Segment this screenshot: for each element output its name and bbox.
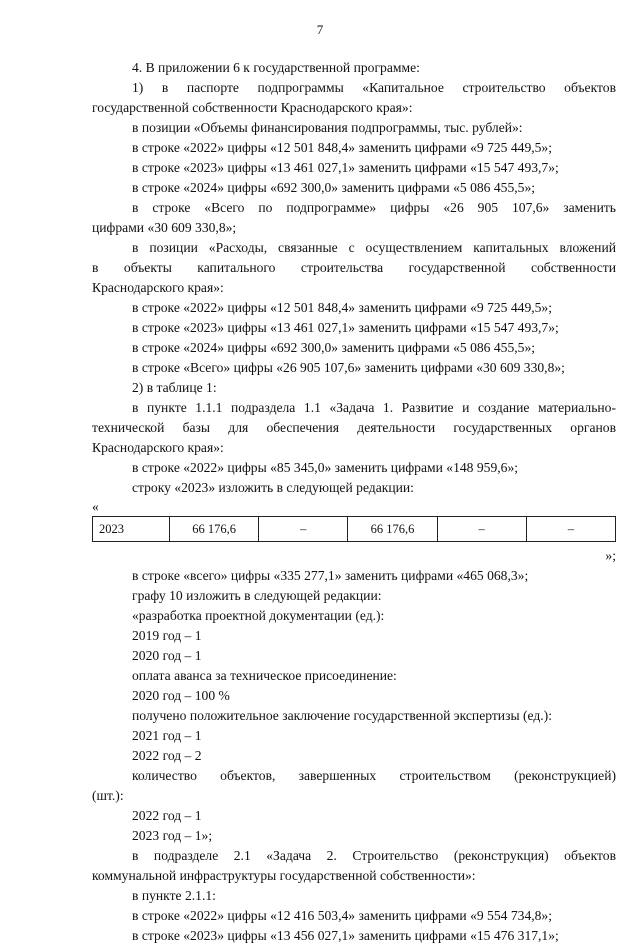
funding-position: в позиции «Объемы финансирования подпрограммы, тыс. рублей»: (132, 120, 523, 135)
design-2019: 2019 год – 1 (132, 628, 202, 643)
table-1-heading: 2) в таблице 1: (132, 380, 217, 395)
document-body (92, 58, 616, 946)
expenses-2023: в строке «2023» цифры «13 461 027,1» заменить цифрами «15 547 493,7»; (132, 320, 559, 335)
subprogram-passport-line-2: государственной собственности Краснодарского края»: (92, 100, 413, 115)
table-row (93, 517, 616, 542)
item-2-1-1-2022: в строке «2022» цифры «12 416 503,4» заменить цифрами «9 554 734,8»; (132, 908, 553, 923)
item-2022-change: в строке «2022» цифры «85 345,0» заменить цифрами «148 959,6»; (132, 460, 519, 475)
funding-2023: в строке «2023» цифры «13 461 027,1» заменить цифрами «15 547 493,7»; (132, 160, 559, 175)
page-number: 7 (316, 22, 324, 37)
cell-year: 2023 (93, 517, 170, 542)
expertise: получено положительное заключение государственной экспертизы (ед.): (132, 708, 552, 723)
completed-objects-line-1: количество объектов, завершенных строительством (реконструкцией) (132, 768, 616, 783)
expertise-2021: 2021 год – 1 (132, 728, 202, 743)
capital-expenses-line-3: Краснодарского края»: (92, 280, 224, 295)
capital-expenses-line-1: в позиции «Расходы, связанные с осуществлением капитальных вложений (132, 240, 616, 255)
expenses-2024: в строке «2024» цифры «692 300,0» заменить цифрами «5 086 455,5»; (132, 340, 536, 355)
completed-objects-line-2: (шт.): (92, 788, 124, 803)
row-2023-intro: строку «2023» изложить в следующей редакции: (132, 480, 414, 495)
closing-quote: »; (605, 548, 616, 563)
expenses-2022: в строке «2022» цифры «12 501 848,4» заменить цифрами «9 725 449,5»; (132, 300, 553, 315)
advance-payment: оплата аванса за техническое присоединение: (132, 668, 397, 683)
total-change: в строке «всего» цифры «335 277,1» заменить цифрами «465 068,3»; (132, 568, 529, 583)
funding-2022: в строке «2022» цифры «12 501 848,4» заменить цифрами «9 725 449,5»; (132, 140, 553, 155)
cell-federal: – (259, 517, 348, 542)
funding-total-line-1: в строке «Всего по подпрограмме» цифры «26 905 107,6» заменить (132, 200, 616, 215)
row-2023-table (92, 516, 616, 542)
column-10-intro: графу 10 изложить в следующей редакции: (132, 588, 382, 603)
completed-2023: 2023 год – 1»; (132, 828, 213, 843)
advance-2020: 2020 год – 100 % (132, 688, 230, 703)
cell-other: – (526, 517, 615, 542)
funding-2024: в строке «2024» цифры «692 300,0» заменить цифрами «5 086 455,5»; (132, 180, 536, 195)
paragraph-4: 4. В приложении 6 к государственной программе: (132, 60, 420, 75)
design-2020: 2020 год – 1 (132, 648, 202, 663)
subprogram-passport-line-1: 1) в паспорте подпрограммы «Капитальное строительство объектов (132, 80, 616, 95)
expertise-2022: 2022 год – 2 (132, 748, 202, 763)
design-docs: «разработка проектной документации (ед.): (132, 608, 385, 623)
item-2-1-1: в пункте 2.1.1: (132, 888, 216, 903)
completed-2022: 2022 год – 1 (132, 808, 202, 823)
cell-total: 66 176,6 (170, 517, 259, 542)
cell-regional: 66 176,6 (348, 517, 437, 542)
opening-quote: « (92, 499, 99, 514)
capital-expenses-line-2: в объекты капитального строительства государственной собственности (92, 260, 616, 275)
item-1-1-1-line-1: в пункте 1.1.1 подраздела 1.1 «Задача 1. Развитие и создание материально- (132, 400, 616, 415)
subsection-2-1-line-2: коммунальной инфраструктуры государственной собственности»: (92, 868, 476, 883)
cell-local: – (437, 517, 526, 542)
funding-total-line-2: цифрами «30 609 330,8»; (92, 220, 237, 235)
item-1-1-1-line-3: Краснодарского края»: (92, 440, 224, 455)
item-1-1-1-line-2: технической базы для обеспечения деятельности государственных органов (92, 420, 616, 435)
item-2-1-1-2023: в строке «2023» цифры «13 456 027,1» заменить цифрами «15 476 317,1»; (132, 928, 559, 943)
subsection-2-1-line-1: в подразделе 2.1 «Задача 2. Строительство (реконструкция) объектов (132, 848, 616, 863)
expenses-total: в строке «Всего» цифры «26 905 107,6» заменить цифрами «30 609 330,8»; (132, 360, 565, 375)
